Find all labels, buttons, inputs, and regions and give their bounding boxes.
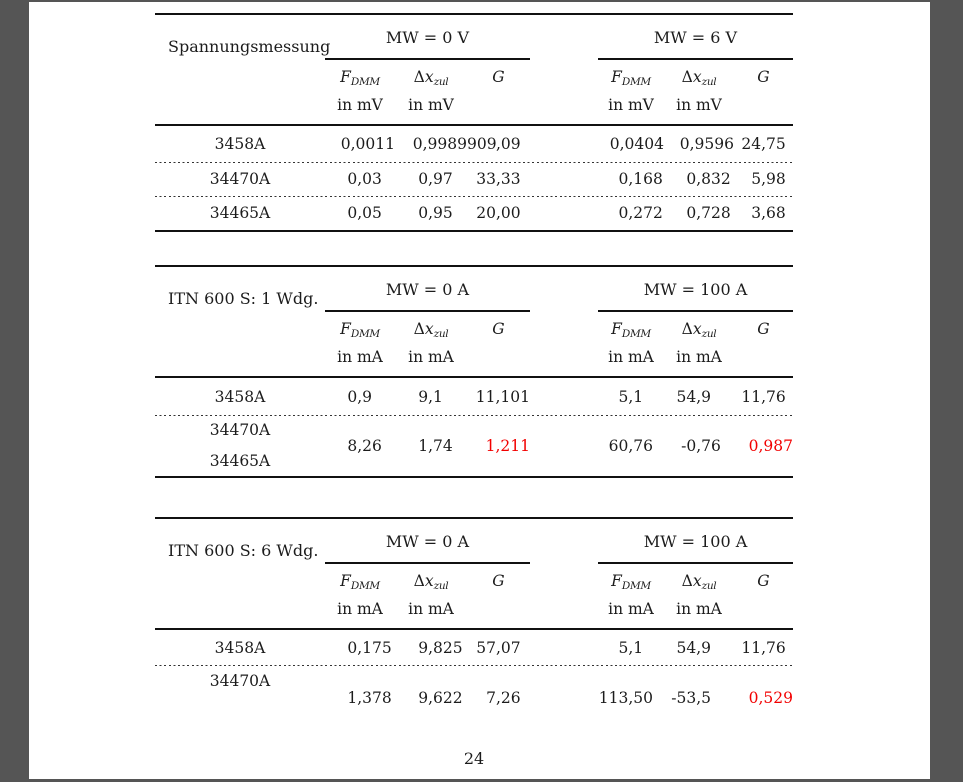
value-cell: 0 ,168 [618,170,663,188]
value-cell: 11 ,76 [741,638,786,657]
row-label: 34470A [209,170,271,188]
column-header-g: G [757,68,770,86]
table-row [155,665,793,731]
value-cell: 5 ,1 [618,387,644,406]
row-label: 3458A [214,387,266,406]
group-rule [325,58,530,60]
value-cell-highlighted: 0 ,529 [748,689,793,707]
table-itn-1wdg [155,265,793,478]
column-header-g: G [757,320,770,338]
group-header-mw100a: MW = 100 A [643,532,748,551]
value-cell: 3 ,68 [751,204,786,222]
row-label: 34470A 34465A [209,421,271,470]
column-header-fdmm: $F_{DMM}$ in mV [608,68,654,114]
value-cell: 33 ,33 [476,170,521,188]
column-header-dxzul: $\Delta x_{zul}$ in mA [408,320,454,366]
value-cell: 0 ,05 [347,204,382,222]
table-itn-6wdg [155,517,793,734]
value-cell: 0 ,728 [686,204,731,222]
column-header-dxzul: $\Delta x_{zul}$ in mA [408,572,454,618]
row-label: 3458A [214,135,266,153]
table-row [155,378,793,415]
table-bottom-rule [155,476,793,478]
group-rule [325,310,530,312]
column-header-fdmm: $F_{DMM}$ in mA [337,320,383,366]
value-cell: 1 ,74 [418,436,453,455]
value-cell-highlighted: 0 ,987 [748,436,793,455]
value-cell: 7 ,26 [486,689,521,707]
column-header-dxzul: $\Delta x_{zul}$ in mA [676,572,722,618]
group-header-mw0v: MW = 0 V [385,28,470,47]
group-header-mw0a: MW = 0 A [385,280,470,299]
value-cell: 1 ,378 [347,689,392,707]
value-cell: 8 ,26 [347,436,382,455]
column-header-fdmm: $F_{DMM}$ in mA [608,320,654,366]
column-header-fdmm: $F_{DMM}$ in mV [337,68,383,114]
value-cell: 0 ,0404 [609,135,664,153]
group-header-mw6v: MW = 6 V [653,28,738,47]
page-number: 24 [463,749,485,768]
value-cell: 54 ,9 [676,638,711,657]
table-row [155,126,793,162]
group-rule [598,562,793,564]
value-cell: -53 ,5 [671,689,711,707]
column-header-dxzul: $\Delta x_{zul}$ in mV [408,68,454,114]
group-rule [325,562,530,564]
table-bottom-rule [155,230,793,232]
value-cell: 0 ,272 [618,204,663,222]
value-cell: 9 ,1 [418,387,443,406]
column-header-g: G [757,572,770,590]
column-header-g: G [492,320,505,338]
row-label: 34465A [209,204,271,222]
value-cell: 11 ,76 [741,387,786,406]
value-cell: 0 ,832 [686,170,731,188]
group-rule [598,58,793,60]
value-cell: 0 ,175 [347,638,392,657]
value-cell: 0 ,03 [347,170,382,188]
value-cell-highlighted: 1 ,211 [485,436,530,455]
value-cell: 0 ,95 [418,204,453,222]
value-cell: -0 ,76 [681,436,721,455]
table-row [155,162,793,196]
column-header-g: G [492,572,505,590]
value-cell: 0 ,9989 [412,135,467,153]
value-cell: 9 ,622 [418,689,463,707]
table-title: Spannungsmessung [168,37,331,56]
document-page [29,2,930,779]
table-title: ITN 600 S: 6 Wdg. [168,541,319,560]
value-cell: 54 ,9 [676,387,711,406]
group-header-mw100a: MW = 100 A [643,280,748,299]
column-header-dxzul: $\Delta x_{zul}$ in mA [676,320,722,366]
value-cell: 909 ,09 [467,135,521,153]
group-header-mw0a: MW = 0 A [385,532,470,551]
value-cell: 20 ,00 [476,204,521,222]
value-cell: 57 ,07 [476,638,521,657]
value-cell: 0 ,0011 [340,135,395,153]
table-row-merged [155,415,793,476]
value-cell: 60 ,76 [608,436,654,455]
column-header-g: G [492,68,505,86]
row-label: 3458A [214,638,266,657]
value-cell: 0 ,97 [418,170,453,188]
value-cell: 5 ,1 [618,638,644,657]
value-cell: 24 ,75 [741,135,786,153]
column-header-fdmm: $F_{DMM}$ in mA [608,572,654,618]
value-cell: 0 ,9 [347,387,372,406]
table-voltage-measurement [155,13,793,232]
value-cell: 5 ,98 [751,170,786,188]
table-row [155,630,793,665]
table-row [155,196,793,230]
value-cell: 113 ,50 [598,689,654,707]
column-header-fdmm: $F_{DMM}$ in mA [337,572,383,618]
table-title: ITN 600 S: 1 Wdg. [168,289,319,308]
value-cell: 0 ,9596 [679,135,734,153]
value-cell: 11 ,101 [475,387,530,406]
group-rule [598,310,793,312]
value-cell: 9 ,825 [418,638,463,657]
column-header-dxzul: $\Delta x_{zul}$ in mV [676,68,722,114]
row-label: 34470A [209,672,271,690]
